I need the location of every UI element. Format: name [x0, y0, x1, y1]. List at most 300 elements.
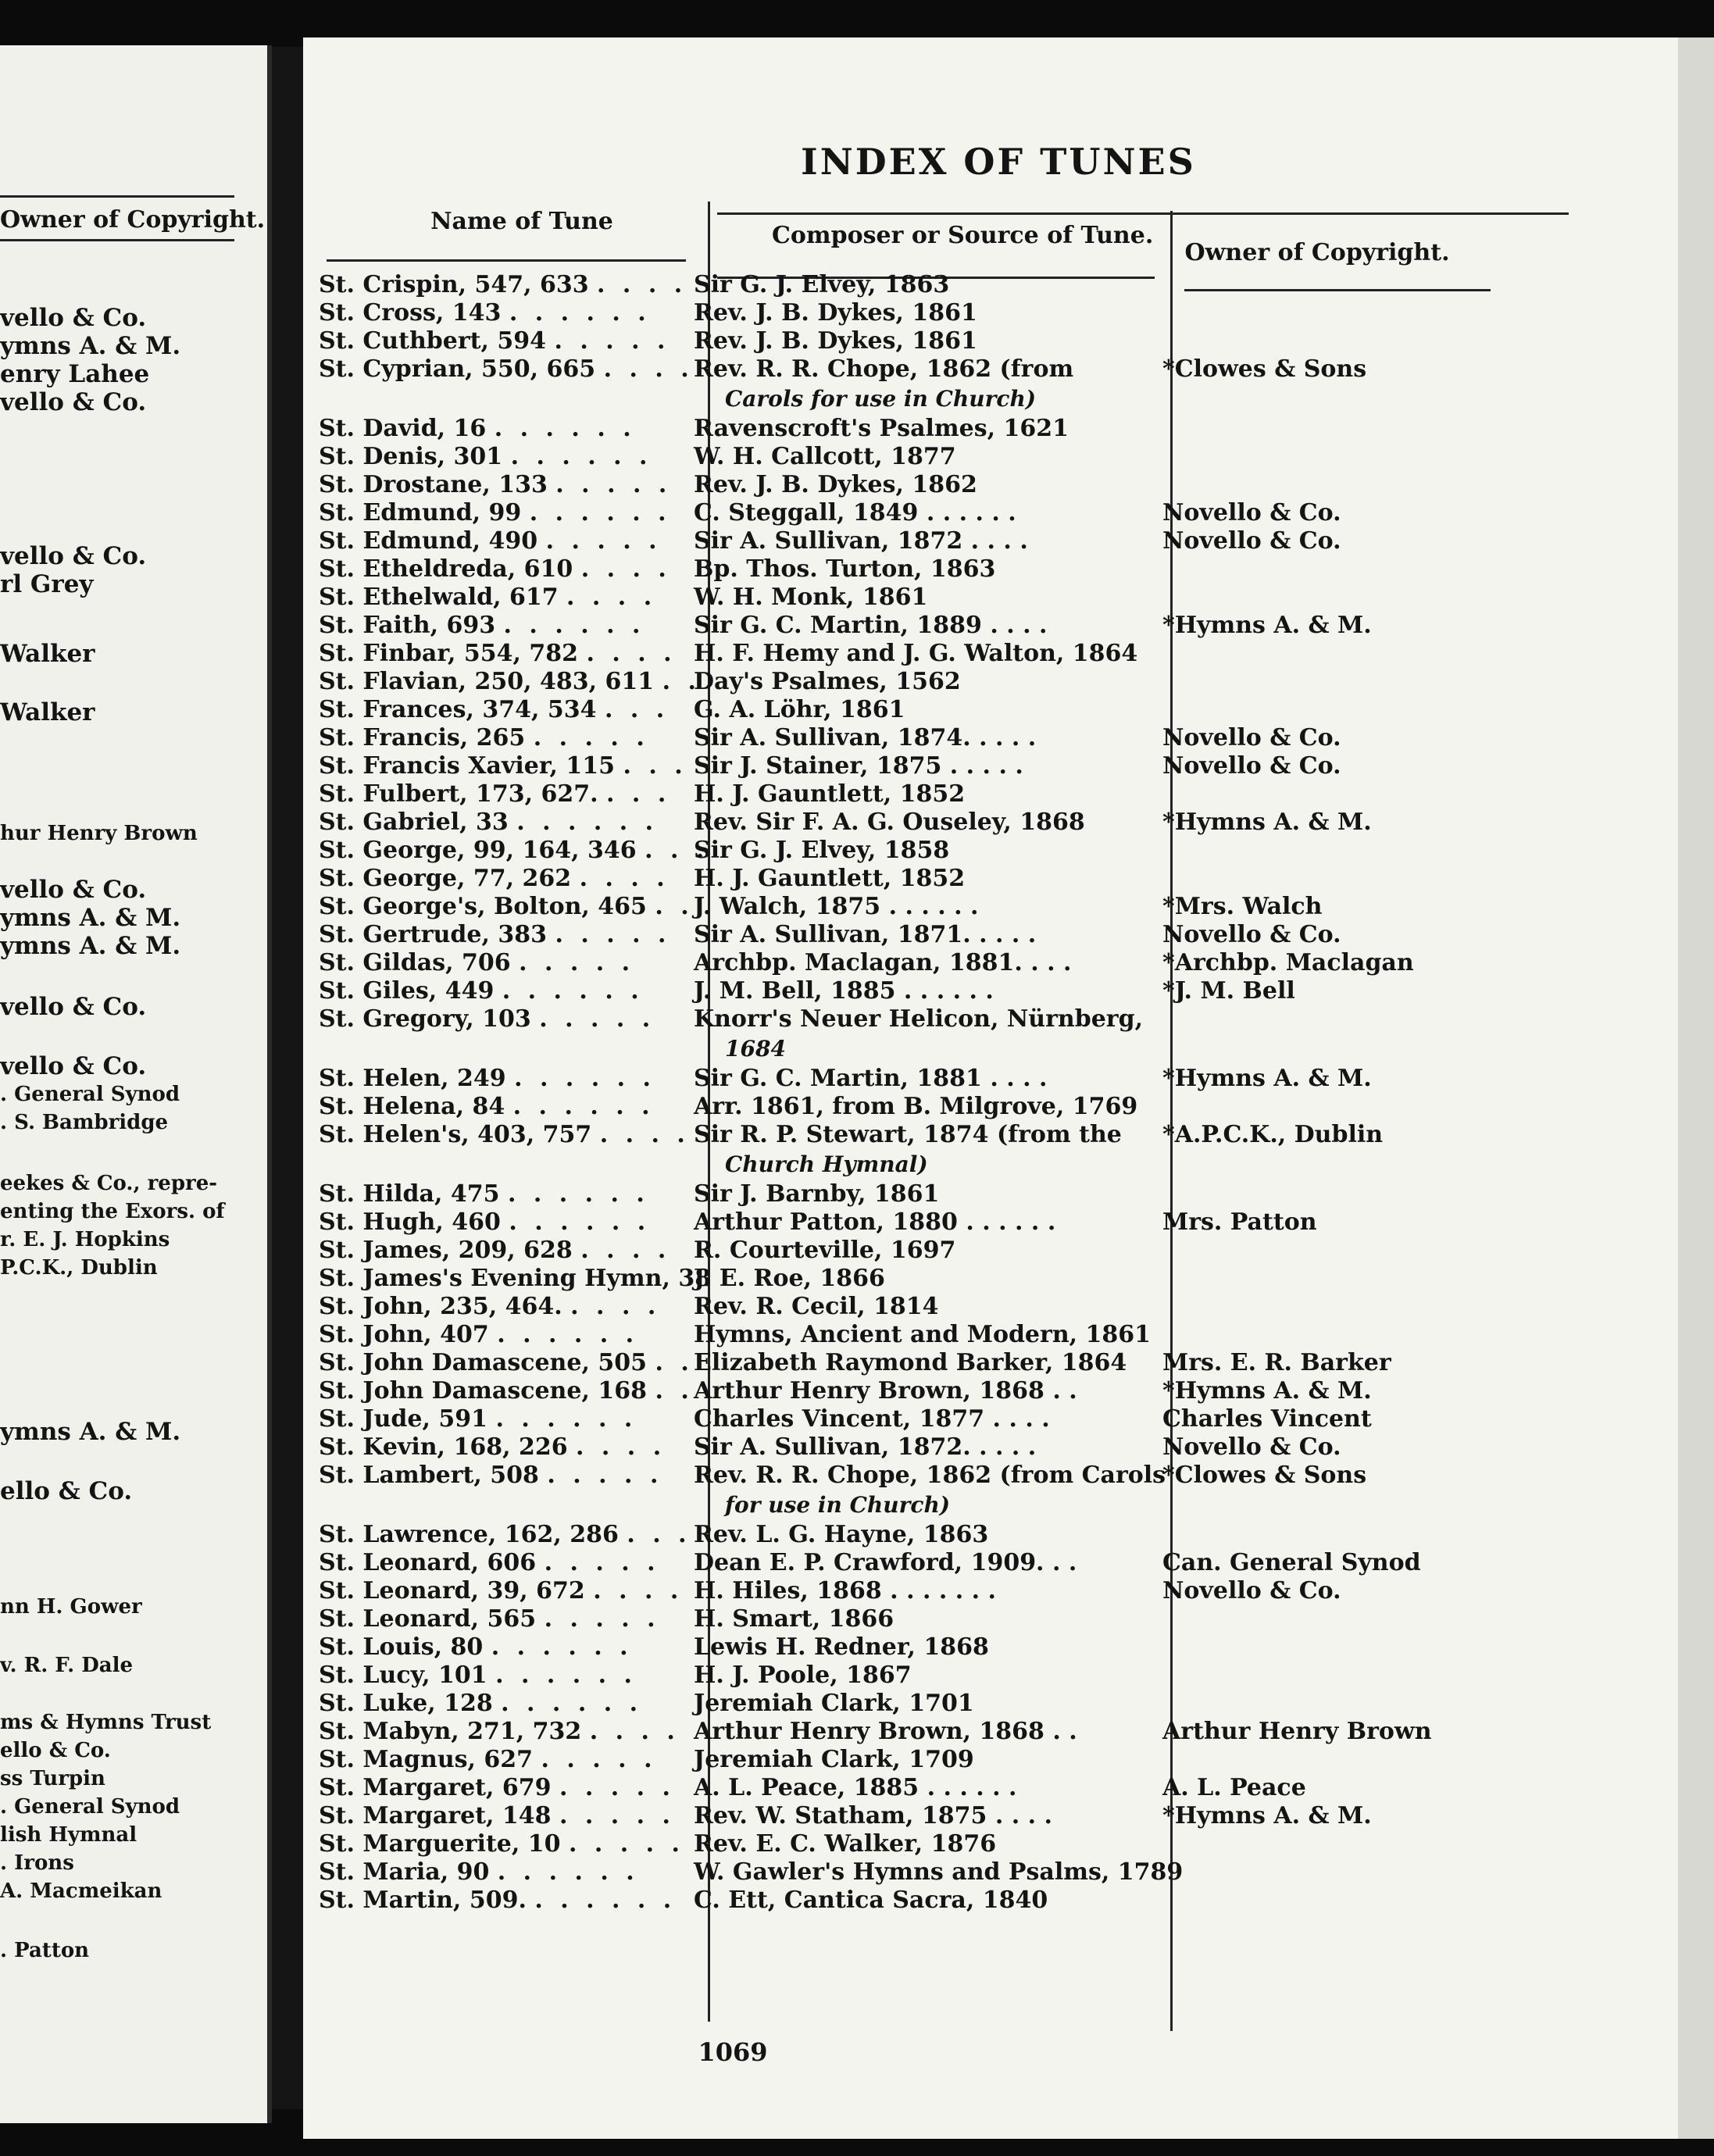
leader-dots: . . . . . .: [509, 299, 651, 327]
leader-dots: . . . .: [603, 355, 694, 383]
column-header-owner: Owner of Copyright.: [1184, 239, 1450, 266]
left-owner-fragment: . S. Bambridge: [0, 1111, 169, 1134]
tune-name: St. James's Evening Hymn, 38: [319, 1265, 712, 1292]
owner-cell: *Hymns A. & M.: [1162, 1377, 1372, 1405]
owner-cell: Novello & Co.: [1162, 1577, 1341, 1605]
leader-dots: . . . . .: [554, 327, 670, 355]
tune-name: St. Cross, 143: [319, 299, 502, 327]
tune-name: St. Gregory, 103: [319, 1005, 531, 1033]
table-row: [303, 1605, 1678, 1636]
leader-dots: . . .: [627, 1521, 691, 1548]
table-row: [303, 1520, 1678, 1551]
tune-name-cell: [319, 639, 678, 669]
tune-name: St. David, 16: [319, 415, 487, 442]
tune-name: St. Frances, 374, 534: [319, 696, 597, 723]
tune-name-cell: [319, 527, 678, 556]
leader-dots: . .: [655, 1349, 694, 1376]
composer-continuation: Carols for use in Church): [725, 386, 1037, 412]
composer-cell: Day's Psalmes, 1562: [694, 668, 961, 695]
tune-name: St. Helen's, 403, 757: [319, 1121, 592, 1148]
leader-dots: . . . . .: [547, 1462, 663, 1489]
owner-cell: Mrs. Patton: [1162, 1208, 1317, 1236]
composer-cell: Rev. J. B. Dykes, 1862: [694, 471, 977, 498]
table-row: [303, 695, 1678, 726]
composer-cell: Bp. Thos. Turton, 1863: [694, 555, 996, 583]
tune-name-cell: [319, 298, 678, 328]
tune-name-cell: [319, 1120, 690, 1150]
composer-cell: Knorr's Neuer Helicon, Nürnberg,: [694, 1005, 1144, 1033]
composer-cell: C. Ett, Cantica Sacra, 1840: [694, 1886, 1048, 1914]
table-row: [303, 836, 1678, 867]
table-row: [303, 1773, 1678, 1804]
table-row: [303, 948, 1678, 980]
composer-cell: J. M. Bell, 1885 . . . . . .: [694, 977, 994, 1005]
table-row: [303, 1689, 1678, 1720]
composer-cell: C. Steggall, 1849 . . . . . .: [694, 499, 1016, 527]
composer-cell: J. Walch, 1875 . . . . . .: [694, 893, 979, 920]
tune-name: St. Louis, 80: [319, 1633, 484, 1661]
owner-cell: *Hymns A. & M.: [1162, 808, 1372, 836]
composer-cell: Sir A. Sullivan, 1872 . . . .: [694, 527, 1028, 555]
composer-cell: Rev. W. Statham, 1875 . . . .: [694, 1802, 1052, 1829]
tune-name-cell: [319, 1520, 691, 1550]
composer-cell: W. H. Monk, 1861: [694, 584, 928, 611]
table-row: [303, 1858, 1678, 1889]
left-owner-fragment: . General Synod: [0, 1083, 180, 1106]
composer-cell: H. F. Hemy and J. G. Walton, 1864: [694, 640, 1138, 667]
table-row: [303, 667, 1678, 698]
tune-name-cell: [319, 583, 678, 612]
table-row: [303, 1264, 1678, 1295]
tune-name: St. Gabriel, 33: [319, 808, 509, 836]
leader-dots: . . . .: [580, 1237, 671, 1264]
tune-name-cell: [319, 1717, 678, 1747]
leader-dots: . . .: [645, 837, 709, 864]
table-row: [303, 527, 1678, 558]
composer-cell: Charles Vincent, 1877 . . . .: [694, 1405, 1050, 1433]
tune-name-cell: [319, 1264, 712, 1294]
tune-name-cell: [319, 1661, 678, 1690]
leader-dots: . . . . . .: [510, 443, 652, 470]
leader-dots: . . . . . .: [507, 1180, 649, 1208]
table-row: [303, 1292, 1678, 1323]
composer-cell: Rev. Sir F. A. G. Ouseley, 1868: [694, 808, 1085, 836]
owner-cell: Arthur Henry Brown: [1162, 1718, 1432, 1745]
tune-name: St. Gildas, 706: [319, 949, 511, 976]
owner-cell: Novello & Co.: [1162, 921, 1341, 948]
tune-name-cell: [319, 1292, 678, 1322]
composer-cell: W. Gawler's Hymns and Psalms, 1789: [694, 1858, 1184, 1886]
tune-name: St. Edmund, 99: [319, 499, 522, 527]
left-owner-fragment: ms & Hymns Trust: [0, 1711, 212, 1734]
leader-dots: . . . . .: [559, 1802, 675, 1829]
owner-cell: *Hymns A. & M.: [1162, 1802, 1372, 1829]
tune-name: St. Jude, 591: [319, 1405, 487, 1433]
page-number: 1069: [698, 2037, 768, 2067]
table-row: [303, 1064, 1678, 1095]
table-row: [303, 1829, 1678, 1861]
leader-dots: . . . . . .: [495, 1405, 637, 1433]
left-owner-fragment: ello & Co.: [0, 1477, 133, 1505]
left-owner-fragment: vello & Co.: [0, 304, 147, 332]
tune-name: St. Hilda, 475: [319, 1180, 500, 1208]
owner-cell: *Hymns A. & M.: [1162, 612, 1372, 639]
left-owner-fragment: ymns A. & M.: [0, 332, 181, 360]
tune-name: St. Flavian, 250, 483, 611: [319, 668, 655, 695]
leader-dots: . . . .: [599, 1121, 690, 1148]
owner-cell: Novello & Co.: [1162, 724, 1341, 751]
leader-dots: . . . . .: [541, 1746, 657, 1773]
tune-name: St. Magnus, 627: [319, 1746, 534, 1773]
tune-name-cell: [319, 442, 678, 472]
tune-name: St. Drostane, 133: [319, 471, 548, 498]
tune-name: St. Giles, 449: [319, 977, 495, 1005]
left-owner-fragment: r. E. J. Hopkins: [0, 1228, 170, 1251]
left-owner-fragment: . Irons: [0, 1851, 74, 1875]
table-row: [303, 1633, 1678, 1664]
composer-continuation: 1684: [725, 1036, 786, 1062]
tune-name-cell: [319, 1208, 678, 1237]
composer-continuation: for use in Church): [725, 1492, 951, 1518]
leader-dots: . . . .: [580, 555, 671, 583]
table-row: [303, 1005, 1678, 1062]
tune-name: St. Gertrude, 383: [319, 921, 547, 948]
tune-name: St. George, 77, 262: [319, 865, 572, 892]
owner-cell: *Clowes & Sons: [1162, 1462, 1367, 1489]
leader-dots: . . . .: [597, 271, 687, 298]
tune-name-cell: [319, 667, 701, 697]
tune-name: St. Crispin, 547, 633: [319, 271, 589, 298]
tune-name-cell: [319, 1605, 678, 1634]
left-owner-fragment: rl Grey: [0, 570, 94, 598]
table-row: [303, 414, 1678, 445]
tune-name-cell: [319, 1801, 678, 1831]
table-row: [303, 583, 1678, 614]
leader-dots: . . . .: [593, 1577, 684, 1605]
tune-name: St. Luke, 128: [319, 1690, 493, 1717]
leader-dots: . . . . . .: [502, 977, 644, 1005]
table-row: [303, 355, 1678, 412]
tune-name: St. Lawrence, 162, 286: [319, 1521, 619, 1548]
owner-cell: Novello & Co.: [1162, 752, 1341, 780]
leader-dots: . . . . .: [539, 1005, 655, 1033]
composer-cell: Arr. 1861, from B. Milgrove, 1769: [694, 1093, 1138, 1120]
leader-dots: . . . . .: [555, 921, 671, 948]
left-owner-fragment: ymns A. & M.: [0, 932, 181, 960]
left-owner-fragment: enry Lahee: [0, 360, 150, 388]
leader-dots: . . . . .: [533, 724, 649, 751]
composer-cell: H. J. Gauntlett, 1852: [694, 865, 966, 892]
composer-cell: H. Hiles, 1868 . . . . . . .: [694, 1577, 996, 1605]
left-owner-fragment: eekes & Co., repre-: [0, 1172, 218, 1195]
table-row: [303, 1886, 1678, 1917]
tune-name: St. Margaret, 679: [319, 1774, 552, 1801]
book-gutter: [272, 47, 303, 2109]
leader-dots: . . . . .: [544, 1605, 660, 1633]
tune-name-cell: [319, 1348, 694, 1378]
tune-name: St. John, 235, 464.: [319, 1293, 562, 1320]
table-row: [303, 1433, 1678, 1464]
owner-cell: Novello & Co.: [1162, 499, 1341, 527]
table-row: [303, 892, 1678, 923]
composer-cell: Sir G. J. Elvey, 1858: [694, 837, 950, 864]
page: [303, 37, 1678, 2139]
composer-cell: Sir G. C. Martin, 1889 . . . .: [694, 612, 1048, 639]
owner-cell: Novello & Co.: [1162, 527, 1341, 555]
table-row: [303, 780, 1678, 811]
table-row: [303, 327, 1678, 358]
owner-cell: A. L. Peace: [1162, 1774, 1306, 1801]
table-row: [303, 1801, 1678, 1833]
tune-name-cell: [319, 1745, 678, 1775]
tune-name-cell: [319, 751, 687, 781]
table-row: [303, 1717, 1678, 1748]
leader-dots: . . .: [606, 780, 671, 808]
table-row: [303, 498, 1678, 530]
owner-cell: *J. M. Bell: [1162, 977, 1295, 1005]
composer-cell: Rev. J. B. Dykes, 1861: [694, 327, 977, 355]
tune-name-cell: [319, 1689, 678, 1719]
left-owner-fragment: ss Turpin: [0, 1767, 105, 1790]
composer-cell: Arthur Henry Brown, 1868 . .: [694, 1377, 1077, 1405]
leader-dots: . . . . . .: [497, 1858, 639, 1886]
tune-name-cell: [319, 1773, 678, 1803]
tune-name: St. Kevin, 168, 226: [319, 1433, 568, 1461]
tune-name: St. Finbar, 554, 782: [319, 640, 578, 667]
composer-cell: Sir A. Sullivan, 1871. . . . .: [694, 921, 1037, 948]
owner-cell: *A.P.C.K., Dublin: [1162, 1121, 1384, 1148]
table-row: [303, 1461, 1678, 1518]
tune-name-cell: [319, 1005, 678, 1034]
leader-dots: . . . .: [589, 1718, 680, 1745]
composer-cell: Rev. R. R. Chope, 1862 (from: [694, 355, 1074, 383]
leader-dots: . . . . . .: [497, 1321, 639, 1348]
table-row: [303, 808, 1678, 839]
tune-name-cell: [319, 1858, 678, 1887]
owner-cell: Charles Vincent: [1162, 1405, 1372, 1433]
tune-name-cell: [319, 1320, 678, 1350]
left-column-header: Owner of Copyright.: [0, 206, 266, 234]
composer-cell: Sir J. Barnby, 1861: [694, 1180, 940, 1208]
leader-dots: . . . . . .: [529, 499, 671, 527]
table-row: [303, 1576, 1678, 1608]
table-row: [303, 1348, 1678, 1380]
tune-name: St. George's, Bolton, 465: [319, 893, 647, 920]
tune-name: St. Leonard, 606: [319, 1549, 537, 1576]
left-owner-fragment: vello & Co.: [0, 876, 147, 904]
owner-cell: Mrs. E. R. Barker: [1162, 1349, 1391, 1376]
left-header-rule: [0, 195, 234, 198]
tune-name-cell: [319, 611, 678, 641]
left-owner-fragment: v. R. F. Dale: [0, 1654, 134, 1677]
tune-name-cell: [319, 270, 687, 300]
tune-name-cell: [319, 470, 678, 500]
left-page: [0, 45, 272, 2123]
tune-name-cell: [319, 1461, 678, 1490]
composer-cell: Lewis H. Redner, 1868: [694, 1633, 989, 1661]
leader-dots: . . . . .: [544, 1549, 660, 1576]
tune-name-cell: [319, 808, 678, 837]
composer-cell: A. L. Peace, 1885 . . . . . .: [694, 1774, 1017, 1801]
leader-dots: . . . .: [570, 1293, 661, 1320]
left-owner-fragment: enting the Exors. of: [0, 1200, 225, 1223]
tune-name: St. Cuthbert, 594: [319, 327, 547, 355]
composer-cell: Rev. J. B. Dykes, 1861: [694, 299, 977, 327]
leader-dots: . . . . . .: [491, 1633, 633, 1661]
owner-cell: *Clowes & Sons: [1162, 355, 1367, 383]
left-owner-fragment: A. Macmeikan: [0, 1879, 162, 1903]
table-row: [303, 298, 1678, 330]
leader-dots: . .: [655, 1377, 694, 1405]
table-row: [303, 1405, 1678, 1436]
leader-dots: . . . .: [586, 640, 677, 667]
composer-cell: Sir A. Sullivan, 1874. . . . .: [694, 724, 1037, 751]
tune-name: St. Faith, 693: [319, 612, 496, 639]
tune-name: St. George, 99, 164, 346: [319, 837, 637, 864]
composer-cell: Hymns, Ancient and Modern, 1861: [694, 1321, 1152, 1348]
composer-cell: R. Courteville, 1697: [694, 1237, 956, 1264]
composer-cell: Arthur Patton, 1880 . . . . . .: [694, 1208, 1056, 1236]
composer-cell: Archbp. Maclagan, 1881. . . .: [694, 949, 1072, 976]
tune-name: St. Ethelwald, 617: [319, 584, 559, 611]
table-row: [303, 976, 1678, 1008]
leader-dots: . . . .: [579, 865, 670, 892]
tune-name: St. Cyprian, 550, 665: [319, 355, 596, 383]
table-row: [303, 1661, 1678, 1692]
tune-name-cell: [319, 920, 678, 950]
tune-index-table: [303, 37, 1678, 2139]
tune-name-cell: [319, 1576, 684, 1606]
leader-dots: . . . .: [576, 1433, 666, 1461]
tune-name: St. Hugh, 460: [319, 1208, 501, 1236]
composer-cell: Sir A. Sullivan, 1872. . . . .: [694, 1433, 1037, 1461]
owner-cell: *Archbp. Maclagan: [1162, 949, 1414, 976]
table-row: [303, 864, 1678, 895]
composer-cell: Sir G. J. Elvey, 1863: [694, 271, 950, 298]
tune-name: St. Martin, 509.: [319, 1886, 527, 1914]
tune-name: St. Francis Xavier, 115: [319, 752, 615, 780]
tune-name-cell: [319, 1405, 678, 1434]
left-owner-fragment: Walker: [0, 698, 95, 726]
composer-cell: J. E. Roe, 1866: [694, 1265, 885, 1292]
leader-dots: . . . . .: [555, 471, 672, 498]
tune-name-cell: [319, 836, 709, 866]
tune-name: St. Mabyn, 271, 732: [319, 1718, 582, 1745]
left-owner-fragment: vello & Co.: [0, 1052, 147, 1080]
table-row: [303, 611, 1678, 642]
leader-dots: . . . . .: [545, 527, 662, 555]
leader-dots: . . . . . .: [509, 1208, 651, 1236]
left-owner-fragment: . General Synod: [0, 1795, 180, 1819]
tune-name: St. Etheldreda, 610: [319, 555, 573, 583]
owner-cell: Novello & Co.: [1162, 1433, 1341, 1461]
leader-dots: . .: [662, 668, 701, 695]
left-owner-fragment: vello & Co.: [0, 993, 147, 1021]
table-row: [303, 1376, 1678, 1408]
leader-dots: . . . . .: [568, 1830, 684, 1858]
tune-name: St. Francis, 265: [319, 724, 526, 751]
leader-dots: . . . . . .: [512, 1093, 655, 1120]
tune-name: St. Leonard, 39, 672: [319, 1577, 585, 1605]
table-row: [303, 1236, 1678, 1267]
table-row: [303, 1320, 1678, 1351]
tune-name: St. Maria, 90: [319, 1858, 490, 1886]
tune-name: St. Fulbert, 173, 627.: [319, 780, 598, 808]
composer-cell: H. J. Gauntlett, 1852: [694, 780, 966, 808]
left-owner-fragment: vello & Co.: [0, 388, 147, 416]
leader-dots: . . . . .: [519, 949, 635, 976]
tune-name-cell: [319, 1886, 678, 1915]
tune-name: St. John Damascene, 168: [319, 1377, 647, 1405]
tune-name-cell: [319, 780, 678, 809]
left-owner-fragment: . Patton: [0, 1939, 90, 1962]
left-owner-fragment: ymns A. & M.: [0, 1418, 181, 1446]
composer-cell: Rev. E. C. Walker, 1876: [694, 1830, 997, 1858]
composer-cell: Elizabeth Raymond Barker, 1864: [694, 1349, 1127, 1376]
leader-dots: . . . . . .: [495, 1662, 637, 1689]
composer-cell: Rev. R. Cecil, 1814: [694, 1293, 939, 1320]
owner-cell: *Hymns A. & M.: [1162, 1065, 1372, 1092]
tune-name: St. Leonard, 565: [319, 1605, 537, 1633]
tune-name-cell: [319, 498, 678, 528]
tune-name-cell: [319, 1829, 684, 1859]
tune-name: St. Denis, 301: [319, 443, 503, 470]
composer-cell: Jeremiah Clark, 1709: [694, 1746, 974, 1773]
composer-cell: Sir G. C. Martin, 1881 . . . .: [694, 1065, 1048, 1092]
left-owner-fragment: nn H. Gower: [0, 1595, 142, 1619]
table-row: [303, 1180, 1678, 1211]
tune-name-cell: [319, 414, 678, 444]
tune-name-cell: [319, 1633, 678, 1662]
leader-dots: . .: [655, 893, 694, 920]
composer-cell: H. Smart, 1866: [694, 1605, 894, 1633]
tune-name-cell: [319, 892, 694, 922]
owner-cell: *Mrs. Walch: [1162, 893, 1323, 920]
leader-dots: . . . . . .: [501, 1690, 643, 1717]
tune-name-cell: [319, 327, 678, 356]
composer-cell: G. A. Löhr, 1861: [694, 696, 905, 723]
tune-name-cell: [319, 1236, 678, 1265]
composer-cell: Rev. L. G. Hayne, 1863: [694, 1521, 989, 1548]
tune-name: St. Helena, 84: [319, 1093, 505, 1120]
tune-name-cell: [319, 1433, 678, 1462]
composer-cell: W. H. Callcott, 1877: [694, 443, 956, 470]
table-row: [303, 751, 1678, 783]
composer-cell: Arthur Henry Brown, 1868 . .: [694, 1718, 1077, 1745]
composer-cell: Dean E. P. Crawford, 1909. . .: [694, 1549, 1077, 1576]
page-title: INDEX OF TUNES: [801, 141, 1196, 183]
composer-cell: Sir R. P. Stewart, 1874 (from the: [694, 1121, 1122, 1148]
leader-dots: . . .: [604, 696, 670, 723]
tune-name: St. James, 209, 628: [319, 1237, 573, 1264]
table-row: [303, 1120, 1678, 1177]
tune-name: St. Lambert, 508: [319, 1462, 539, 1489]
tune-name: St. Edmund, 490: [319, 527, 538, 555]
tune-name-cell: [319, 1548, 678, 1578]
tune-name-cell: [319, 948, 678, 978]
column-header-name: Name of Tune: [430, 208, 613, 235]
column-header-composer: Composer or Source of Tune.: [772, 222, 1154, 249]
table-row: [303, 470, 1678, 502]
tune-name: St. Marguerite, 10: [319, 1830, 561, 1858]
tune-name-cell: [319, 1376, 694, 1406]
table-row: [303, 1092, 1678, 1123]
composer-cell: H. J. Poole, 1867: [694, 1662, 912, 1689]
owner-cell: Can. General Synod: [1162, 1549, 1421, 1576]
table-row: [303, 639, 1678, 670]
table-row: [303, 555, 1678, 586]
table-row: [303, 920, 1678, 951]
